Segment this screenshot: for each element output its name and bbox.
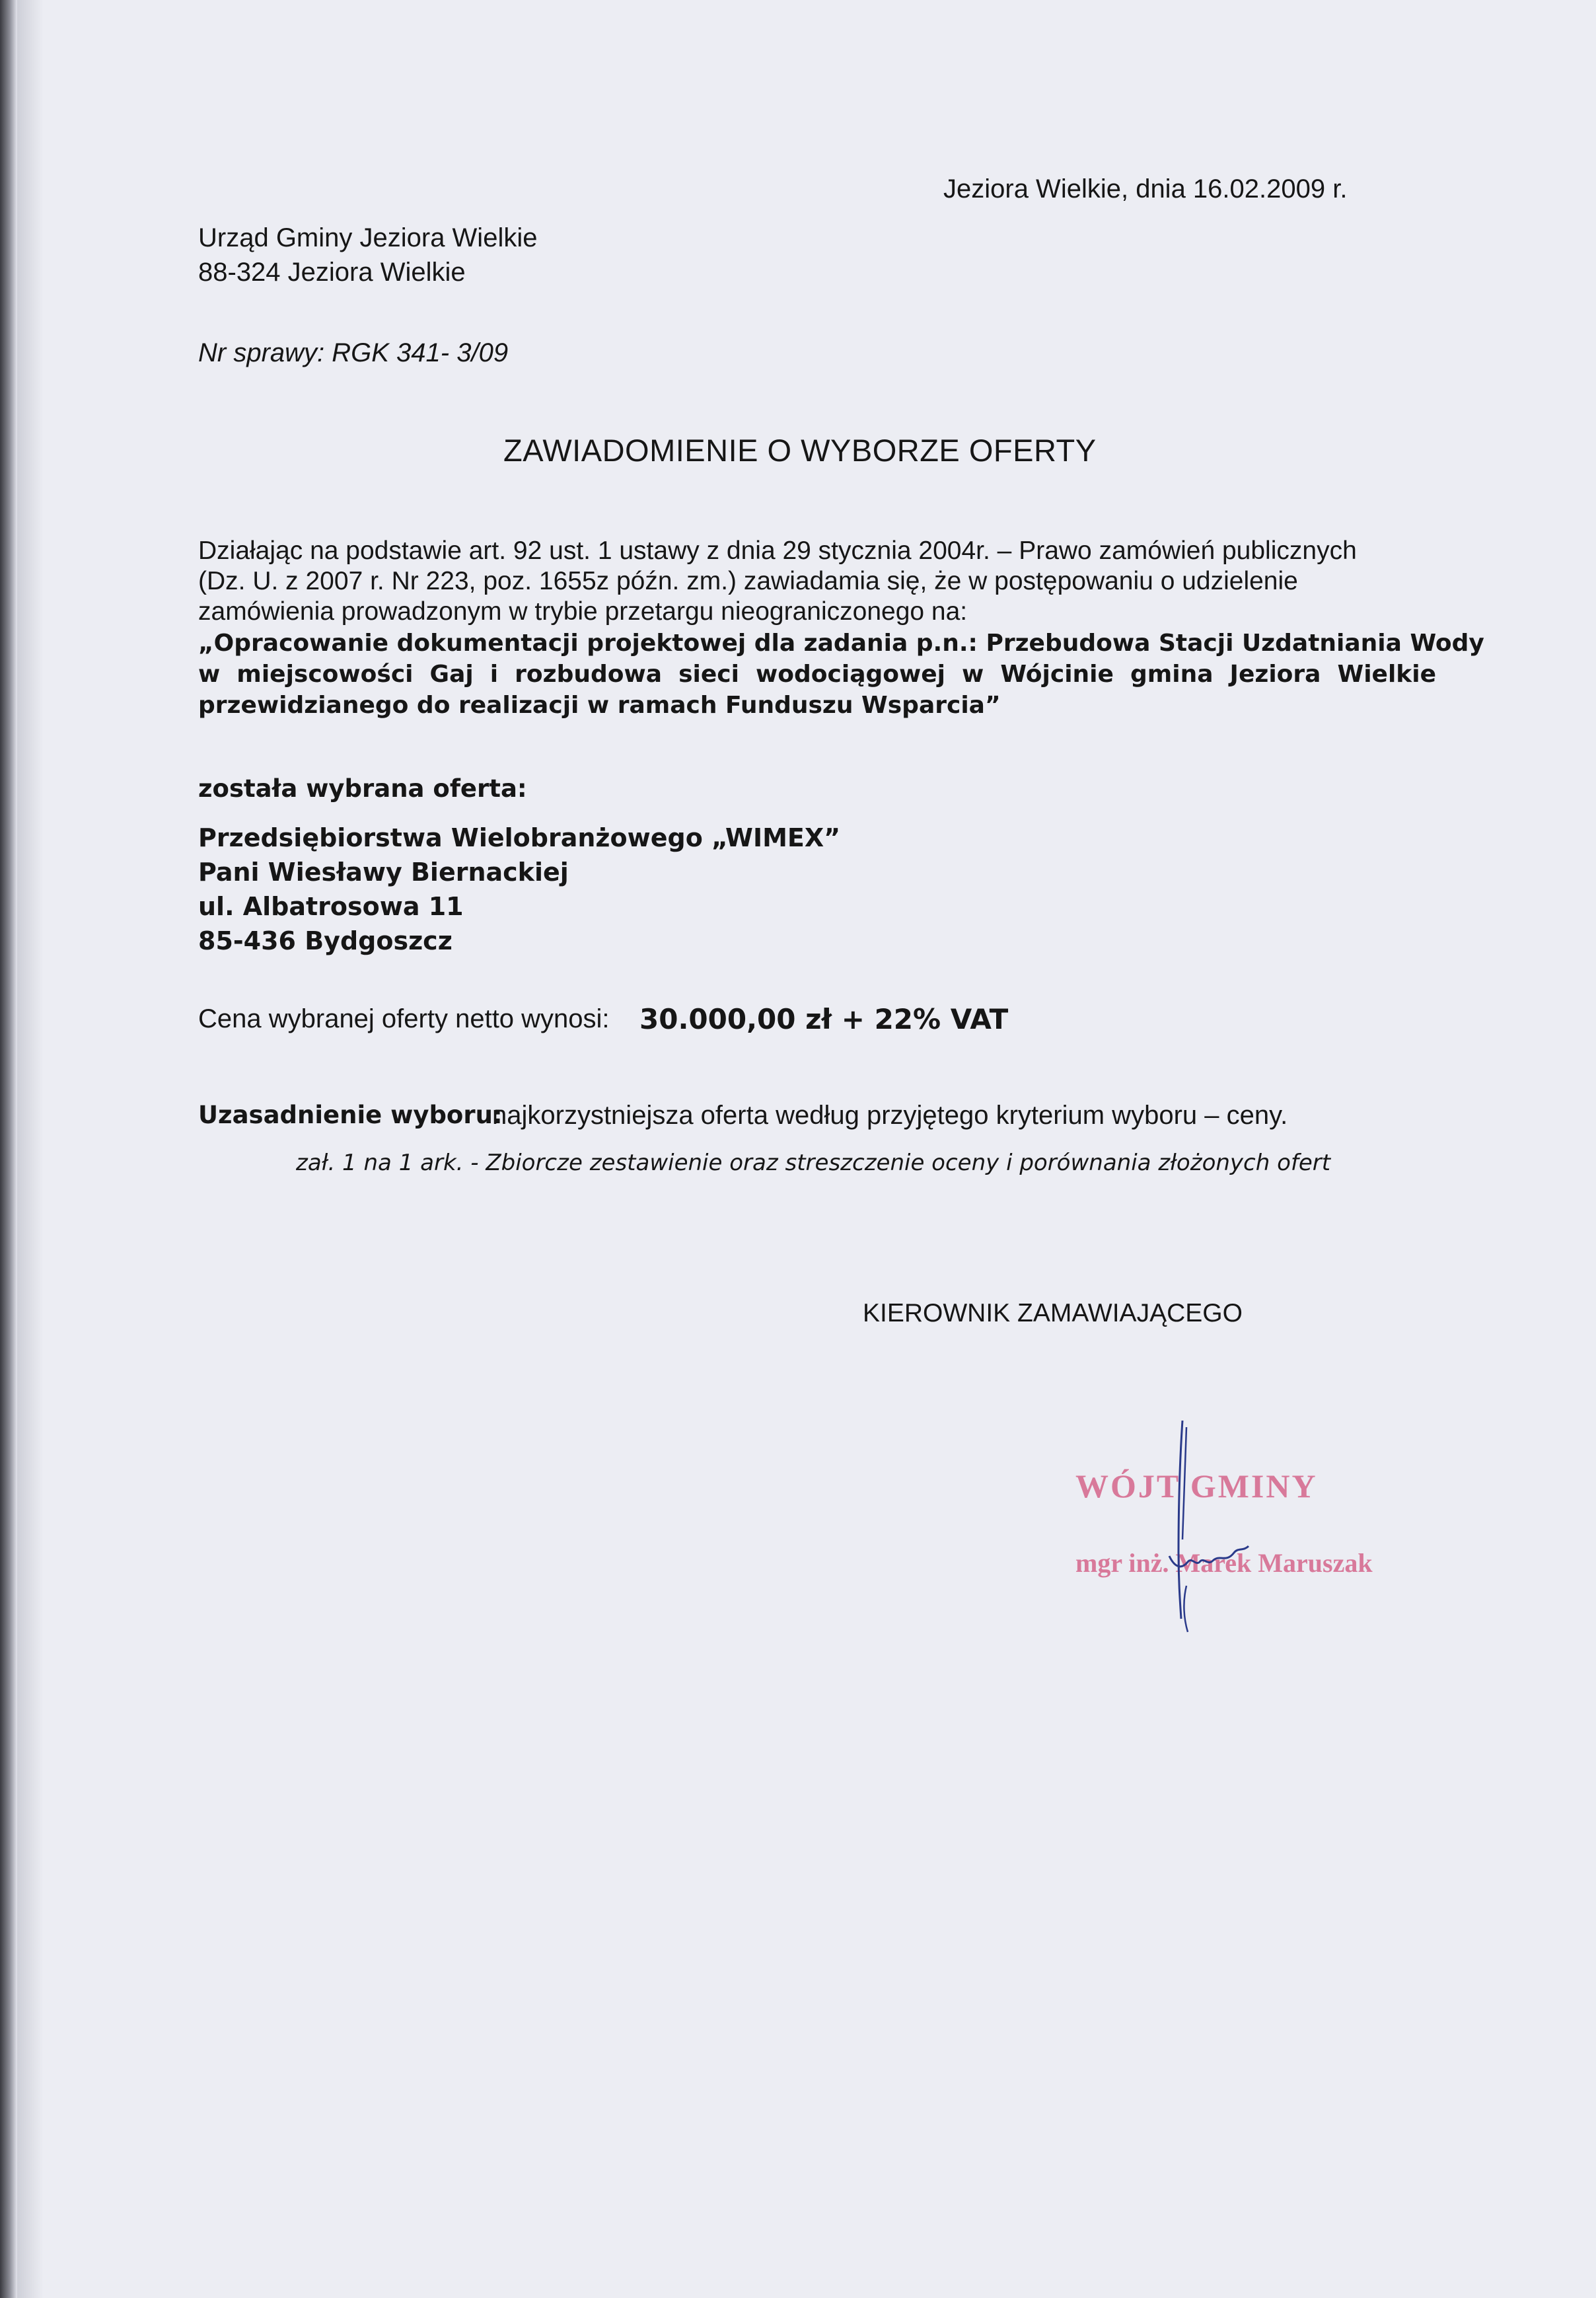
winner-street: ul. Albatrosowa 11 <box>198 892 464 921</box>
subject-line: „Opracowanie dokumentacji projektowej dla zadania p.n.: Przebudowa Stacji Uzdatniania Wody <box>198 630 1484 657</box>
handwritten-signature <box>1123 1421 1268 1639</box>
office-address: 88-324 Jeziora Wielkie <box>198 258 466 287</box>
intro-line: Działając na podstawie art. 92 ust. 1 ustawy z dnia 29 stycznia 2004r. – Prawo zamówień publicznych <box>198 537 1357 565</box>
justification-text: najkorzystniejsza oferta według przyjętego kryterium wyboru – ceny. <box>492 1101 1288 1130</box>
winner-city: 85-436 Bydgoszcz <box>198 926 453 955</box>
intro-line: zamówienia prowadzonym w trybie przetargu nieograniczonego na: <box>198 597 968 626</box>
place-date: Jeziora Wielkie, dnia 16.02.2009 r. <box>943 174 1348 204</box>
winner-company: Przedsiębiorstwa Wielobranżowego „WIMEX” <box>198 823 841 852</box>
stamp-title: WÓJT GMINY <box>1075 1467 1318 1504</box>
office-name: Urząd Gminy Jeziora Wielkie <box>198 223 538 252</box>
document-title: ZAWIADOMIENIE O WYBORZE OFERTY <box>503 433 1097 468</box>
attachment-note: zał. 1 na 1 ark. - Zbiorcze zestawienie oraz streszczenie oceny i porównania złożonych ofert <box>296 1150 1331 1176</box>
price-label: Cena wybranej oferty netto wynosi: <box>198 1004 610 1033</box>
winner-owner: Pani Wiesławy Biernackiej <box>198 858 569 887</box>
chosen-offer-label: została wybrana oferta: <box>198 774 527 803</box>
subject-line: w miejscowości Gaj i rozbudowa sieci wodociągowej w Wójcinie gmina Jeziora Wielkie <box>198 661 1436 688</box>
scan-left-edge <box>0 0 17 2298</box>
intro-line: (Dz. U. z 2007 r. Nr 223, poz. 1655z późn. zm.) zawiadamia się, że w postępowaniu o udzielenie <box>198 567 1298 595</box>
contract-subject <box>198 628 1484 721</box>
stamp-name: mgr inż. Marek Maruszak <box>1075 1548 1373 1578</box>
scan-edge-shadow <box>17 0 44 2298</box>
price-value: 30.000,00 zł + 22% VAT <box>639 1003 1009 1035</box>
justification-label: Uzasadnienie wyboru: <box>198 1101 503 1129</box>
subject-line: przewidzianego do realizacji w ramach Funduszu Wsparcia” <box>198 692 1001 719</box>
signatory-role: KIEROWNIK ZAMAWIAJĄCEGO <box>863 1299 1243 1327</box>
case-number: Nr sprawy: RGK 341- 3/09 <box>198 338 509 367</box>
